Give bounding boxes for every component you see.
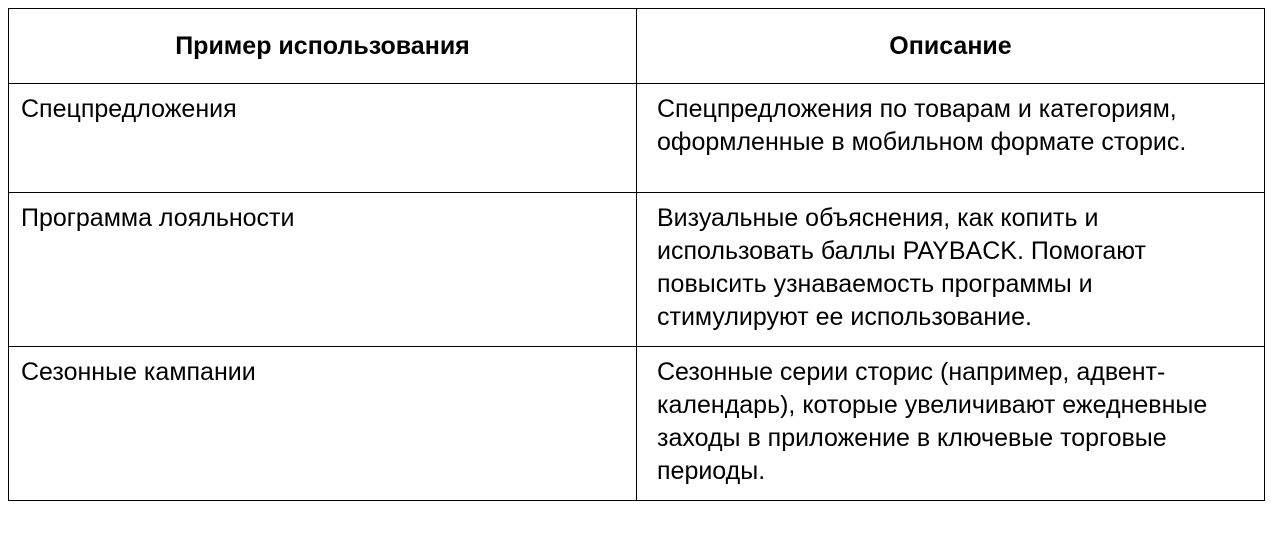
header-example: Пример использования (9, 9, 637, 84)
header-row (9, 9, 1265, 84)
cell-description: Сезонные серии сторис (например, адвент-календарь), которые увеличивают ежедневные заходы в приложение в ключевые торговые периоды. (637, 347, 1265, 501)
table-row (9, 347, 1265, 501)
cell-example: Сезонные кампании (9, 347, 637, 501)
table-header (9, 9, 1265, 84)
table-row (9, 193, 1265, 347)
cell-description: Визуальные объяснения, как копить и использовать баллы PAYBACK. Помогают повысить узнаваемость программы и стимулируют ее использование. (637, 193, 1265, 347)
header-description: Описание (637, 9, 1265, 84)
table-row (9, 84, 1265, 193)
cell-example: Спецпредложения (9, 84, 637, 193)
cell-description: Спецпредложения по товарам и категориям, оформленные в мобильном формате сторис. (637, 84, 1265, 193)
table-body (9, 84, 1265, 501)
cell-example: Программа лояльности (9, 193, 637, 347)
use-cases-table (8, 8, 1265, 501)
